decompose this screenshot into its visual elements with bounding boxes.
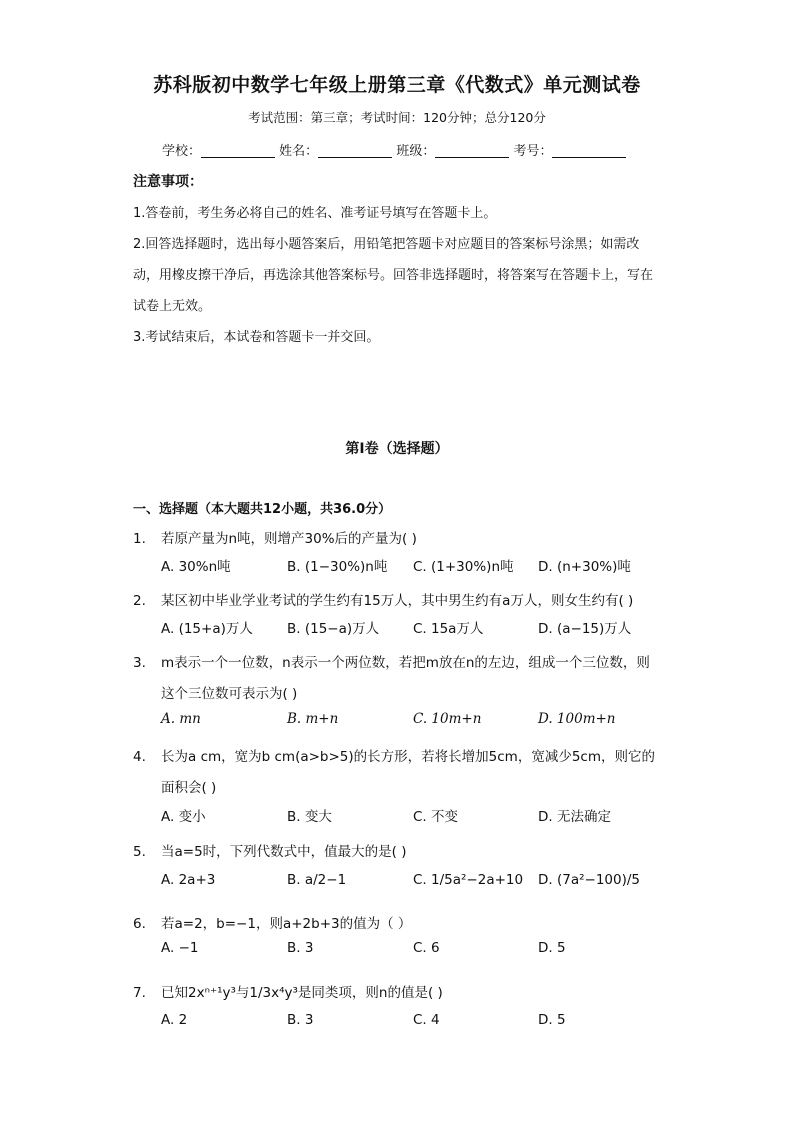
- class-blank[interactable]: [435, 143, 509, 158]
- question-number: 3.: [133, 655, 146, 671]
- question-number: 1.: [133, 531, 146, 547]
- question-number: 2.: [133, 593, 146, 609]
- option-d[interactable]: D. (a−15)万人: [538, 621, 632, 637]
- class-label: 班级：: [396, 144, 436, 159]
- question-number: 4.: [133, 749, 146, 765]
- notice-heading: 注意事项：: [133, 174, 203, 190]
- school-blank[interactable]: [201, 143, 275, 158]
- option-c[interactable]: C. 6: [413, 940, 440, 956]
- option-d[interactable]: D. (n+30%)吨: [538, 559, 631, 575]
- option-d[interactable]: D. 5: [538, 940, 566, 956]
- option-d[interactable]: D. 5: [538, 1012, 566, 1028]
- question-text: 已知2xⁿ⁺¹y³与1/3x⁴y³是同类项，则n的值是( ): [161, 985, 443, 1001]
- question-text: 长为a cm，宽为b cm(a>b>5)的长方形，若将长增加5cm，宽减少5cm，则它的面积会( ): [161, 749, 655, 796]
- option-c[interactable]: C. 1/5a²−2a+10: [413, 872, 524, 888]
- exam-title: 苏科版初中数学七年级上册第三章《代数式》单元测试卷: [153, 74, 641, 96]
- section-heading: 一、选择题（本大题共12小题，共36.0分）: [133, 502, 392, 517]
- question-number: 5.: [133, 844, 146, 860]
- option-b[interactable]: B. a/2−1: [287, 872, 347, 888]
- option-b[interactable]: B. (1−30%)n吨: [287, 559, 388, 575]
- option-a[interactable]: A. 2a+3: [161, 872, 216, 888]
- option-d[interactable]: D. 无法确定: [538, 809, 611, 825]
- number-blank[interactable]: [552, 143, 626, 158]
- option-b[interactable]: B. 变大: [287, 809, 332, 825]
- option-a[interactable]: A. −1: [161, 940, 199, 956]
- question-text: m表示一个一位数，n表示一个两位数，若把m放在n的左边，组成一个三位数，则这个三位数可表示为( ): [161, 655, 650, 702]
- option-a[interactable]: A. 变小: [161, 809, 206, 825]
- option-a[interactable]: A. mn: [161, 711, 201, 727]
- option-a[interactable]: A. 30%n吨: [161, 559, 231, 575]
- option-b[interactable]: B. m+n: [287, 711, 339, 727]
- question-text: 若原产量为n吨，则增产30%后的产量为( ): [161, 531, 417, 547]
- question-text: 某区初中毕业学业考试的学生约有15万人，其中男生约有a万人，则女生约有( ): [161, 593, 634, 609]
- option-d[interactable]: D. 100m+n: [538, 711, 616, 727]
- notice-item-3: 3.考试结束后，本试卷和答题卡一并交回。: [133, 330, 380, 345]
- question-text: 当a=5时，下列代数式中，值最大的是( ): [161, 844, 407, 860]
- option-c[interactable]: C. 4: [413, 1012, 440, 1028]
- notice-item-2: 2.回答选择题时，选出每小题答案后，用铅笔把答题卡对应题目的答案标号涂黑；如需改动，用橡皮擦干净后，再选涂其他答案标号。回答非选择题时，将答案写在答题卡上，写在试卷上无效。: [133, 237, 654, 314]
- option-c[interactable]: C. 不变: [413, 809, 459, 825]
- option-b[interactable]: B. (15−a)万人: [287, 621, 380, 637]
- option-c[interactable]: C. 15a万人: [413, 621, 484, 637]
- notice-item-1: 1.答卷前，考生务必将自己的姓名、准考证号填写在答题卡上。: [133, 206, 497, 221]
- name-blank[interactable]: [318, 143, 392, 158]
- student-info-row: [162, 140, 626, 159]
- option-b[interactable]: B. 3: [287, 940, 314, 956]
- option-c[interactable]: C. 10m+n: [413, 711, 482, 727]
- part-heading: 第I卷（选择题）: [345, 441, 449, 457]
- option-a[interactable]: A. 2: [161, 1012, 188, 1028]
- school-label: 学校：: [162, 144, 202, 159]
- exam-subtitle: 考试范围：第三章；考试时间：120分钟；总分120分: [248, 110, 546, 125]
- question-number: 6.: [133, 916, 146, 932]
- option-d[interactable]: D. (7a²−100)/5: [538, 872, 641, 888]
- option-b[interactable]: B. 3: [287, 1012, 314, 1028]
- number-label: 考号：: [513, 144, 553, 159]
- option-c[interactable]: C. (1+30%)n吨: [413, 559, 514, 575]
- option-a[interactable]: A. (15+a)万人: [161, 621, 253, 637]
- question-number: 7.: [133, 985, 146, 1001]
- question-text: 若a=2，b=−1，则a+2b+3的值为（ ）: [161, 916, 412, 932]
- name-label: 姓名：: [279, 144, 319, 159]
